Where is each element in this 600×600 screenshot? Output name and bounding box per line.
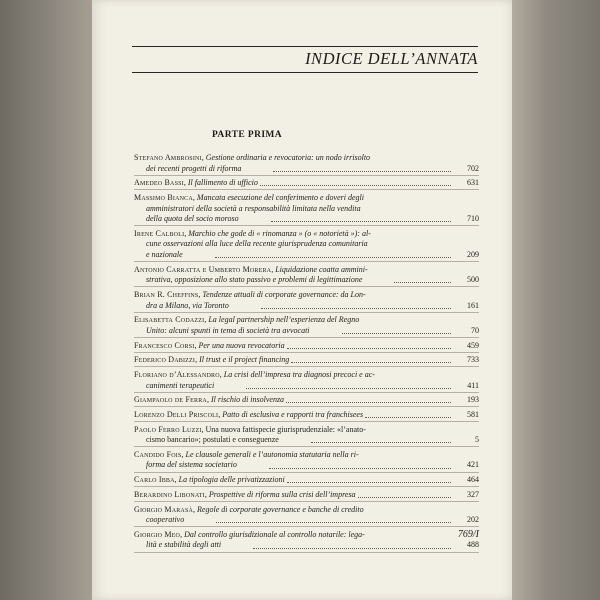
- leader-dots: [311, 435, 451, 443]
- toc-title: La crisi dell’impresa tra diagnosi precoci e ac-: [223, 369, 375, 379]
- toc-author: Brian R. Cheffins: [134, 290, 199, 299]
- toc-title-continued: cune osservazioni alla luce della recente giurisprudenza comunitaria: [146, 239, 368, 249]
- toc-page-number: 500: [467, 275, 479, 285]
- toc-title-continued: amministratori della società a responsabilità limitata nella vendita: [146, 203, 361, 213]
- book-gutter-shadow: [0, 0, 92, 600]
- toc-title: Le clausole generali e l’autonomia statutaria nella ri-: [185, 449, 359, 459]
- toc-author: Elisabetta Codazzi: [134, 315, 205, 325]
- toc-entry: [134, 505, 479, 528]
- toc-author: Giorgio Marasà: [134, 504, 194, 514]
- leader-dots: [287, 341, 451, 349]
- toc-separator: ,: [201, 153, 206, 162]
- toc-page-number: 421: [467, 460, 479, 470]
- toc-entry: [134, 410, 479, 422]
- toc-separator: ,: [219, 369, 224, 379]
- toc-separator: ,: [184, 228, 189, 238]
- toc-separator: ,: [174, 475, 179, 485]
- toc-entry: [134, 425, 479, 448]
- leader-dots: [246, 381, 451, 389]
- toc-title: Patto di esclusiva e rapporti tra franchisees: [222, 409, 364, 419]
- toc-page-number: 631: [467, 178, 479, 188]
- toc-title-continued: cismo bancario»; postulati e conseguenze: [146, 435, 279, 445]
- toc-author: Giorgio Meo: [134, 529, 181, 539]
- toc-entry: [134, 178, 479, 190]
- leader-dots: [271, 214, 451, 222]
- toc-separator: ,: [201, 424, 206, 434]
- toc-title-continued: canimenti terapeutici: [146, 380, 215, 390]
- leader-dots: [287, 475, 451, 483]
- toc-author: Paolo Ferro Luzzi: [134, 424, 202, 434]
- leader-dots: [286, 395, 451, 403]
- toc-page-number: 702: [467, 163, 479, 173]
- toc-title: Per una nuova revocatoria: [198, 340, 285, 350]
- toc-separator: ,: [192, 192, 197, 202]
- toc-entry: [134, 450, 479, 473]
- toc-page-number: 733: [467, 355, 479, 365]
- page-folio: 769/I: [457, 529, 479, 540]
- toc-title-continued: strativa, opposizione allo stato passivo e problemi di legittimazione: [146, 275, 363, 285]
- toc-page-number: 464: [467, 475, 479, 485]
- toc-page-number: 710: [467, 214, 479, 224]
- leader-dots: [215, 250, 451, 258]
- toc-page-number: 488: [467, 540, 479, 550]
- toc-page-number: 193: [467, 395, 479, 405]
- toc-separator: ,: [183, 178, 188, 188]
- toc-page-number: 327: [467, 489, 479, 499]
- toc-title: Gestione ordinaria e revocatoria: un nodo irrisolto: [205, 153, 371, 162]
- toc-author: Berardino Libonati: [134, 489, 205, 499]
- leader-dots: [261, 301, 451, 309]
- section-title: PARTE PRIMA: [211, 130, 283, 140]
- leader-dots: [342, 326, 451, 334]
- toc-author: Floriano d’Alessandro: [134, 369, 220, 379]
- toc-author: Massimo Bianca: [134, 192, 193, 202]
- toc-separator: ,: [271, 264, 276, 274]
- table-of-contents: [134, 153, 479, 555]
- toc-author: Federico Dabizzi: [134, 355, 196, 365]
- toc-title: Il fallimento di ufficio: [187, 178, 258, 188]
- toc-title: La tipologia delle privatizzazioni: [178, 475, 285, 485]
- toc-title: Una nuova fattispecie giurisprudenziale: «l’anato-: [205, 424, 366, 434]
- toc-entry: [134, 475, 479, 487]
- leader-dots: [269, 460, 451, 468]
- toc-author: Stefano Ambrosini: [134, 153, 202, 162]
- leader-dots: [273, 164, 451, 172]
- toc-title-continued: dei recenti progetti di riforma: [146, 163, 242, 173]
- toc-entry: [134, 265, 479, 288]
- book-edge-shadow: [510, 0, 600, 600]
- book-page: [92, 0, 512, 600]
- toc-author: Irene Calboli: [134, 228, 185, 238]
- leader-dots: [260, 178, 451, 186]
- toc-author: Amedeo Bassi: [134, 178, 184, 188]
- toc-title: Mancata esecuzione del conferimento e doveri degli: [196, 192, 364, 202]
- toc-separator: ,: [206, 395, 211, 405]
- toc-author: Lorenzo Delli Priscoli: [134, 409, 219, 419]
- toc-page-number: 581: [467, 409, 479, 419]
- toc-title-continued: della quota del socio moroso: [146, 214, 239, 224]
- toc-separator: ,: [181, 449, 186, 459]
- toc-entry: [134, 355, 479, 367]
- header-rule-bottom: [132, 72, 478, 73]
- toc-author: Antonio Carratta e Umberto Morera: [134, 264, 272, 274]
- toc-entry: [134, 490, 479, 502]
- toc-page-number: 161: [467, 300, 479, 310]
- toc-separator: ,: [204, 315, 209, 325]
- toc-title-continued: forma del sistema societario: [146, 460, 237, 470]
- toc-title: Prospettive di riforma sulla crisi dell’impresa: [208, 489, 356, 499]
- leader-dots: [253, 540, 451, 548]
- toc-title: La legal partnership nell’esperienza del Regno: [208, 315, 360, 325]
- toc-title-continued: cooperativo: [146, 515, 185, 525]
- toc-author: Candido Fois: [134, 449, 182, 459]
- toc-title: Tendenze attuali di corporate governance: da Lon-: [202, 290, 366, 299]
- toc-entry: [134, 153, 479, 176]
- toc-entry: [134, 395, 479, 407]
- leader-dots: [358, 490, 451, 498]
- toc-title-continued: lità e stabilità degli atti: [146, 540, 222, 550]
- toc-author: Carlo Ibba: [134, 475, 175, 485]
- toc-separator: ,: [195, 355, 200, 365]
- toc-separator: ,: [198, 290, 203, 299]
- toc-entry: [134, 229, 479, 262]
- toc-title: Il rischio di insolvenza: [210, 395, 285, 405]
- toc-separator: ,: [194, 340, 199, 350]
- toc-entry: [134, 530, 479, 553]
- leader-dots: [365, 410, 451, 418]
- toc-entry: [134, 193, 479, 226]
- toc-entry: [134, 290, 479, 313]
- toc-title: Regole di corporate governance e banche di credito: [197, 504, 364, 514]
- toc-page-number: 5: [475, 435, 479, 445]
- leader-dots: [291, 355, 451, 363]
- toc-title-continued: Unito: alcuni spunti in tema di società tra avvocati: [146, 325, 310, 335]
- leader-dots: [216, 515, 451, 523]
- toc-page-number: 411: [467, 380, 479, 390]
- running-head: INDICE DELL’ANNATA: [305, 49, 478, 68]
- toc-page-number: 202: [467, 515, 479, 525]
- toc-author: Giampaolo de Ferra: [134, 395, 207, 405]
- leader-dots: [394, 275, 451, 283]
- toc-entry: [134, 370, 479, 393]
- toc-title-continued: dra a Milano, via Toronto: [146, 300, 229, 310]
- toc-separator: ,: [204, 489, 209, 499]
- toc-title: Marchio che gode di « rinomanza » (o « notorietà »): al-: [188, 228, 371, 238]
- toc-title: Liquidazione coatta ammini-: [275, 264, 368, 274]
- toc-title: Il trust e il project financing: [199, 355, 290, 365]
- toc-title-continued: e nazionale: [146, 250, 183, 260]
- toc-separator: ,: [193, 504, 198, 514]
- toc-page-number: 70: [471, 325, 479, 335]
- toc-page-number: 459: [467, 340, 479, 350]
- toc-separator: ,: [180, 529, 185, 539]
- header-rule-top: [132, 46, 478, 47]
- toc-entry: [134, 341, 479, 353]
- toc-page-number: 209: [467, 250, 479, 260]
- toc-title: Dal controllo giurisdizionale al controllo notarile: lega-: [184, 529, 365, 539]
- toc-separator: ,: [218, 409, 223, 419]
- toc-author: Francesco Corsi: [134, 340, 195, 350]
- toc-entry: [134, 315, 479, 338]
